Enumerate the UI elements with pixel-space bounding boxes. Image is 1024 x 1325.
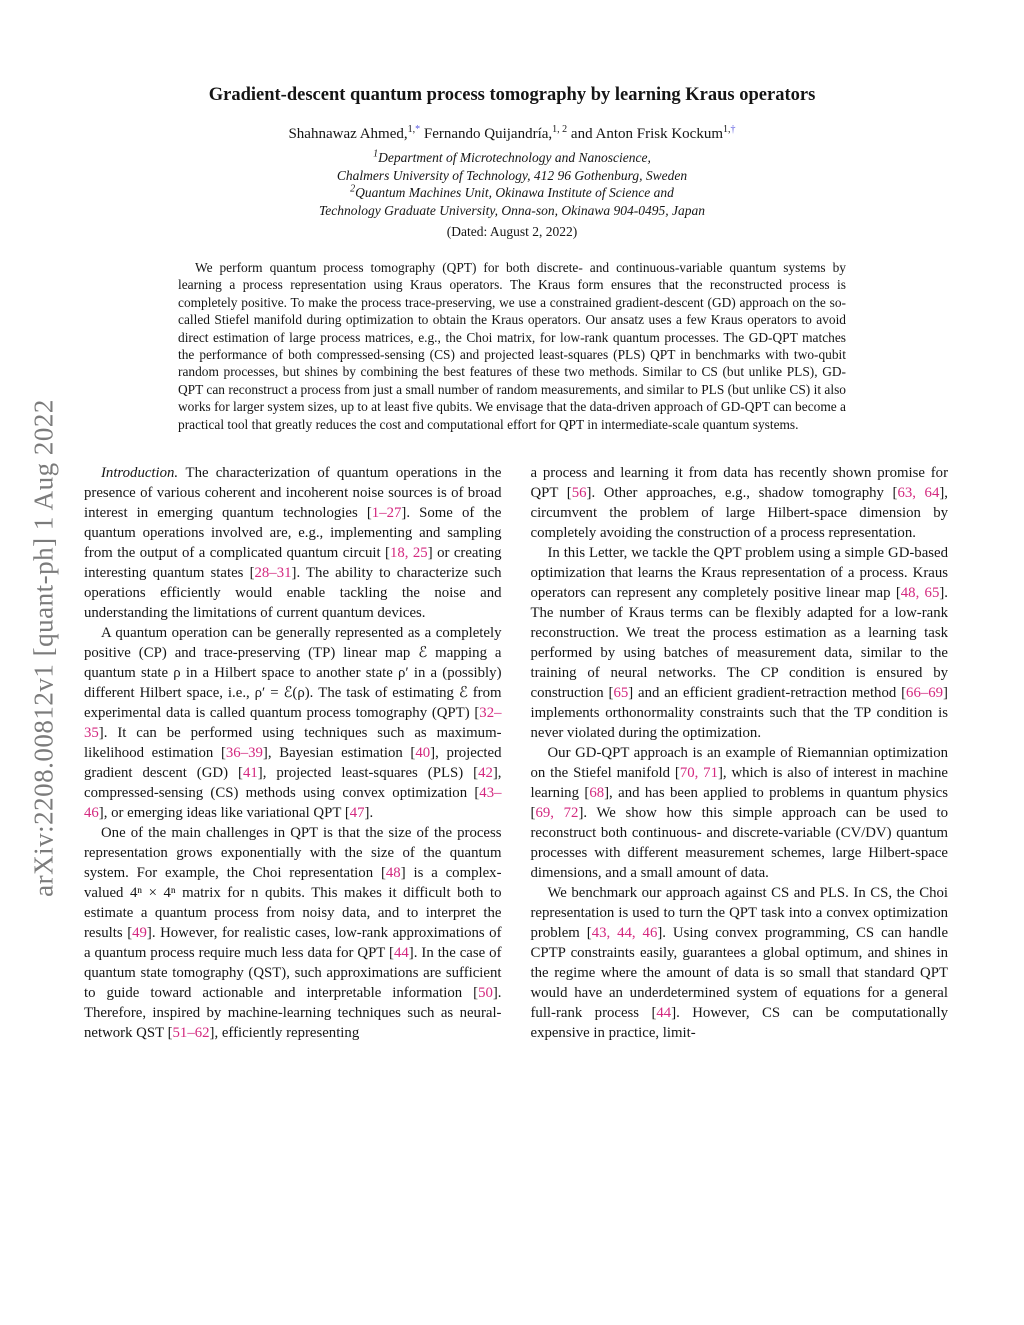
citation-link[interactable]: 49 xyxy=(132,925,147,942)
citation-link[interactable]: 44 xyxy=(393,945,409,962)
citation-link[interactable]: 56 xyxy=(571,485,587,502)
citation-link[interactable]: 1–27 xyxy=(371,505,402,522)
citation-link[interactable]: 36–39 xyxy=(225,745,263,762)
citation-link[interactable]: 32–35 xyxy=(84,705,502,742)
citation-link[interactable]: 18, 25 xyxy=(389,545,428,562)
author-footnote-link[interactable]: * xyxy=(415,124,421,135)
citation-link[interactable]: 66–69 xyxy=(906,685,944,702)
citation-link[interactable]: 42 xyxy=(478,765,493,782)
left-column xyxy=(84,463,502,1043)
citation-link[interactable]: 44 xyxy=(656,1005,672,1022)
citation-link[interactable]: 50 xyxy=(478,985,493,1002)
abstract-text: We perform quantum process tomography (QPT) for both discrete- and continuous-variable quantum systems by learning a process representation using Kraus operators. The Kraus form ensures that the reconstructed process is completely positive. To make the process trace-preserving, we use a constrained gradient-descent (GD) approach on the so-called Stiefel manifold during optimization to obtain the Kraus operators. Our ansatz uses a few Kraus operators to avoid direct estimation of large process matrices, e.g., the Choi matrix, for low-rank quantum processes. The GD-QPT matches the performance of both compressed-sensing (CS) and projected least-squares (PLS) QPT in benchmarks with two-qubit random processes, but shines by combining the best features of these two methods. Similar to CS (but unlike PLS), GD-QPT can reconstruct a process from just a small number of random measurements, and similar to PLS (but unlike CS) it also works for larger system sizes, up to at least five qubits. We envisage that the data-driven approach of GD-QPT can become a practical tool that greatly reduces the cost and computational effort for QPT in intermediate-scale quantum systems. xyxy=(178,260,846,432)
affiliation-line: Technology Graduate University, Onna-son, Okinawa 904-0495, Japan xyxy=(318,202,706,218)
author-affiliation-ref: 1,† xyxy=(723,124,736,135)
citation-link[interactable]: 48 xyxy=(385,865,401,882)
citation-link[interactable]: 43–46 xyxy=(84,785,502,822)
section-lead: Introduction. xyxy=(101,465,179,482)
citation-link[interactable]: 28–31 xyxy=(254,565,292,582)
citation-link[interactable]: 41 xyxy=(242,765,258,782)
arxiv-watermark xyxy=(29,399,60,897)
paragraph: We benchmark our approach against CS and PLS. In CS, the Choi representation is used to turn the QPT task into a convex optimization problem [43, 44, 46]. Using convex programming, CS can handle CPTP constraints easily, guarantees a global optimum, and shines in the regime where the amount of data is so small that standard QPT would have an underdetermined system of equations for a general full-rank process [44]. However, CS can be computationally expensive in practice, limit- xyxy=(530,885,949,1042)
paragraph: One of the main challenges in QPT is that the size of the process representation grows exponentially with the size of the quantum system. For example, the Choi representation [48] is a complex-valued 4ⁿ × 4ⁿ matrix for n qubits. This makes it difficult both to estimate a quantum process from noisy data, and to interpret the results [49]. However, for realistic cases, low-rank approximations of a quantum process require much less data for QPT [44]. In the case of quantum state tomography (QST), such approximations are sufficient to guide toward actionable and interpretable information [50]. Therefore, inspired by machine-learning techniques such as neural-network QST [51–62], efficiently representing xyxy=(84,825,502,1042)
body-columns xyxy=(0,433,1024,1043)
paragraph: Introduction. The characterization of quantum operations in the presence of various coherent and incoherent noise sources is of broad interest in emerging quantum technologies [1–27]. Some of the quantum operations involved are, e.g., implementing and sampling from the output of a complicated quantum circuit [18, 25] or creating interesting quantum states [28–31]. The ability to characterize such operations efficiently would enable tackling the noise and understanding the limitations of current quantum devices. xyxy=(84,465,502,622)
citation-link[interactable]: 70, 71 xyxy=(679,765,718,782)
paragraph: A quantum operation can be generally represented as a completely positive (CP) and trace-preserving (TP) linear map ℰ mapping a quantum state ρ in a Hilbert space to another state ρ′ in a (possibly) different Hilbert space, i.e., ρ′ = ℰ(ρ). The task of estimating ℰ from experimental data is called quantum process tomography (QPT) [32–35]. It can be performed using techniques such as maximum-likelihood estimation [36–39], Bayesian estimation [40], projected gradient descent (GD) [41], projected least-squares (PLS) [42], compressed-sensing (CS) methods using convex optimization [43–46], or emerging ideas like variational QPT [47]. xyxy=(84,625,502,822)
affiliation-line: $^1$Department of Microtechnology and Nanoscience, xyxy=(373,148,651,165)
dated-line: (Dated: August 2, 2022) xyxy=(446,224,578,239)
affiliation-line: Chalmers University of Technology, 412 96 Gothenburg, Sweden xyxy=(336,167,688,183)
right-column xyxy=(531,463,949,1043)
citation-link[interactable]: 43, 44, 46 xyxy=(591,925,658,942)
citation-link[interactable]: 63, 64 xyxy=(897,485,940,502)
citation-link[interactable]: 69, 72 xyxy=(535,805,579,822)
paper-header xyxy=(0,0,1024,240)
affiliations-block xyxy=(0,149,1024,219)
paragraph: a process and learning it from data has recently shown promise for QPT [56]. Other approaches, e.g., shadow tomography [63, 64], circumvent the problem of large Hilbert-space dimension by completely avoiding the construction of a process representation. xyxy=(530,465,948,542)
arxiv-id-text: arXiv:2208.00812v1 [quant-ph] 1 Aug 2022 xyxy=(28,399,59,897)
citation-link[interactable]: 47 xyxy=(349,805,365,822)
author-footnote-link[interactable]: † xyxy=(730,124,736,135)
author-affiliation-ref: 1, 2 xyxy=(552,124,568,135)
author-line: Shahnawaz Ahmed,$^{1,*}$ Fernando Quijandría,$^{1, 2}$ and Anton Frisk Kockum$^{1,\dagger}$ xyxy=(288,124,736,142)
affiliation-number: 2 xyxy=(350,183,356,195)
author-affiliation-ref: 1,* xyxy=(407,124,421,135)
paragraph: In this Letter, we tackle the QPT problem using a simple GD-based optimization that learns the Kraus representation of a process. Kraus operators can represent any completely positive linear map [48, 65]. The number of Kraus terms can be flexibly adapted for a low-rank reconstruction. We treat the process estimation as a learning task performed by using batches of measurement data, similar to the training of neural networks. The CP condition is ensured by construction [65] and an efficient gradient-retraction method [66–69] implements orthonormality constraints such that the TP condition is never violated during the optimization. xyxy=(530,545,948,742)
citation-link[interactable]: 68 xyxy=(589,785,605,802)
abstract-block xyxy=(178,259,846,433)
citation-link[interactable]: 65 xyxy=(613,685,629,702)
citation-link[interactable]: 48, 65 xyxy=(900,585,940,602)
paragraph: Our GD-QPT approach is an example of Riemannian optimization on the Stiefel manifold [70, 71], which is also of interest in machine learning [68], and has been applied to problems in quantum physics [69, 72]. We show how this simple approach can be used to reconstruct both continuous- and discrete-variable (CV/DV) quantum processes with different measurement schemes, large Hilbert-space dimensions, and a small amount of data. xyxy=(530,745,949,882)
citation-link[interactable]: 51–62 xyxy=(172,1025,210,1042)
affiliation-number: 1 xyxy=(373,148,379,160)
citation-link[interactable]: 40 xyxy=(415,745,431,762)
affiliation-line: $^2$Quantum Machines Unit, Okinawa Institute of Science and xyxy=(350,183,674,200)
paper-title: Gradient-descent quantum process tomography by learning Kraus operators xyxy=(208,85,816,105)
